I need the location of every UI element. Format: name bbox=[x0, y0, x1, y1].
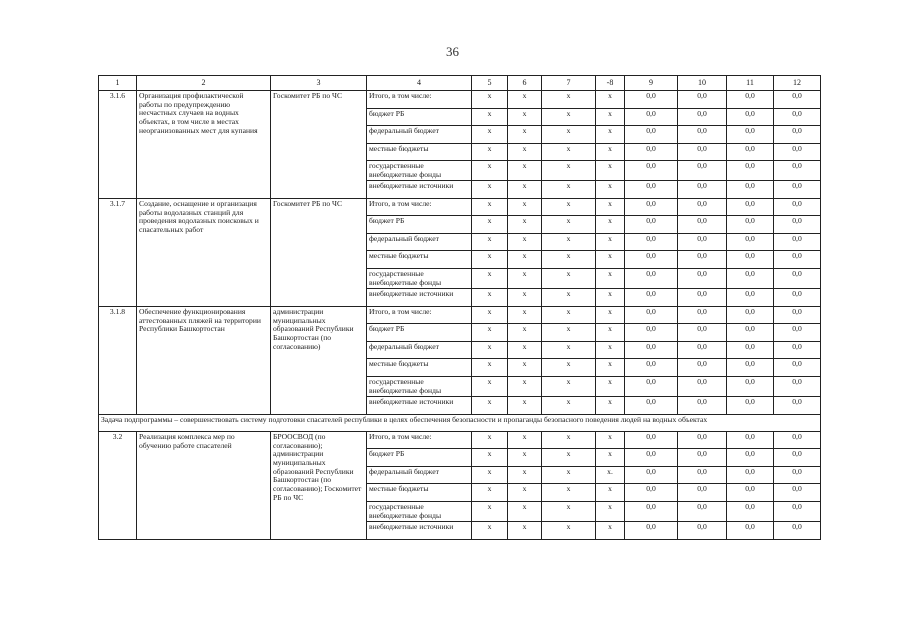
amount-cell: 0,0 bbox=[727, 91, 774, 109]
task-row bbox=[99, 414, 821, 431]
column-number-header: -8 bbox=[596, 76, 625, 91]
x-mark-cell: x bbox=[508, 341, 542, 359]
activity-name: Обеспечение функционирования аттестованных пляжей на территории Республики Башкортостан bbox=[137, 306, 271, 414]
column-number-header: 3 bbox=[271, 76, 367, 91]
x-mark-cell: x bbox=[508, 108, 542, 126]
amount-cell: 0,0 bbox=[727, 466, 774, 484]
amount-cell: 0,0 bbox=[727, 251, 774, 269]
column-number-row bbox=[99, 76, 821, 91]
activity-code: 3.1.6 bbox=[99, 91, 137, 199]
x-mark-cell: x bbox=[508, 91, 542, 109]
x-mark-cell: x bbox=[472, 91, 508, 109]
amount-cell: 0,0 bbox=[774, 324, 821, 342]
amount-cell: 0,0 bbox=[625, 143, 678, 161]
funding-source-label: Итого, в том числе: bbox=[367, 431, 472, 449]
table-row bbox=[99, 91, 821, 109]
x-mark-cell: x bbox=[542, 306, 596, 324]
amount-cell: 0,0 bbox=[678, 466, 727, 484]
x-mark-cell: x bbox=[508, 181, 542, 199]
amount-cell: 0,0 bbox=[678, 161, 727, 181]
amount-cell: 0,0 bbox=[678, 341, 727, 359]
x-mark-cell: x bbox=[542, 216, 596, 234]
amount-cell: 0,0 bbox=[678, 251, 727, 269]
x-mark-cell: x bbox=[508, 268, 542, 288]
column-number-header: 10 bbox=[678, 76, 727, 91]
amount-cell: 0,0 bbox=[678, 198, 727, 216]
x-mark-cell: x bbox=[596, 324, 625, 342]
amount-cell: 0,0 bbox=[727, 501, 774, 521]
x-mark-cell: x bbox=[472, 397, 508, 415]
x-mark-cell: x bbox=[596, 233, 625, 251]
amount-cell: 0,0 bbox=[678, 108, 727, 126]
x-mark-cell: x bbox=[596, 268, 625, 288]
x-mark-cell: x bbox=[472, 251, 508, 269]
amount-cell: 0,0 bbox=[678, 181, 727, 199]
amount-cell: 0,0 bbox=[625, 198, 678, 216]
amount-cell: 0,0 bbox=[625, 341, 678, 359]
x-mark-cell: x bbox=[472, 143, 508, 161]
amount-cell: 0,0 bbox=[625, 108, 678, 126]
x-mark-cell: x bbox=[542, 289, 596, 307]
amount-cell: 0,0 bbox=[678, 501, 727, 521]
amount-cell: 0,0 bbox=[774, 359, 821, 377]
amount-cell: 0,0 bbox=[727, 306, 774, 324]
funding-source-label: местные бюджеты bbox=[367, 359, 472, 377]
amount-cell: 0,0 bbox=[678, 522, 727, 540]
x-mark-cell: x bbox=[472, 126, 508, 144]
amount-cell: 0,0 bbox=[774, 501, 821, 521]
amount-cell: 0,0 bbox=[678, 449, 727, 467]
x-mark-cell: x bbox=[542, 397, 596, 415]
column-number-header: 6 bbox=[508, 76, 542, 91]
column-number-header: 7 bbox=[542, 76, 596, 91]
amount-cell: 0,0 bbox=[625, 181, 678, 199]
funding-source-label: федеральный бюджет bbox=[367, 341, 472, 359]
x-mark-cell: x bbox=[596, 289, 625, 307]
x-mark-cell: x bbox=[472, 198, 508, 216]
activity-executor: Госкомитет РБ по ЧС bbox=[271, 91, 367, 199]
amount-cell: 0,0 bbox=[774, 233, 821, 251]
x-mark-cell: x bbox=[542, 341, 596, 359]
x-mark-cell: x bbox=[472, 181, 508, 199]
amount-cell: 0,0 bbox=[678, 359, 727, 377]
funding-source-label: государственные внебюджетные фонды bbox=[367, 376, 472, 396]
amount-cell: 0,0 bbox=[678, 484, 727, 502]
amount-cell: 0,0 bbox=[727, 397, 774, 415]
x-mark-cell: x bbox=[596, 501, 625, 521]
amount-cell: 0,0 bbox=[727, 341, 774, 359]
amount-cell: 0,0 bbox=[774, 216, 821, 234]
amount-cell: 0,0 bbox=[727, 198, 774, 216]
amount-cell: 0,0 bbox=[625, 484, 678, 502]
amount-cell: 0,0 bbox=[727, 289, 774, 307]
funding-source-label: местные бюджеты bbox=[367, 484, 472, 502]
amount-cell: 0,0 bbox=[774, 108, 821, 126]
x-mark-cell: x bbox=[508, 289, 542, 307]
amount-cell: 0,0 bbox=[678, 324, 727, 342]
funding-source-label: государственные внебюджетные фонды bbox=[367, 161, 472, 181]
funding-source-label: внебюджетные источники bbox=[367, 289, 472, 307]
amount-cell: 0,0 bbox=[625, 289, 678, 307]
amount-cell: 0,0 bbox=[727, 324, 774, 342]
amount-cell: 0,0 bbox=[625, 397, 678, 415]
x-mark-cell: x bbox=[472, 359, 508, 377]
amount-cell: 0,0 bbox=[727, 108, 774, 126]
x-mark-cell: x bbox=[508, 359, 542, 377]
x-mark-cell: x bbox=[508, 484, 542, 502]
amount-cell: 0,0 bbox=[625, 449, 678, 467]
funding-source-label: федеральный бюджет bbox=[367, 466, 472, 484]
x-mark-cell: x bbox=[508, 161, 542, 181]
funding-source-label: местные бюджеты bbox=[367, 251, 472, 269]
amount-cell: 0,0 bbox=[774, 126, 821, 144]
amount-cell: 0,0 bbox=[774, 397, 821, 415]
amount-cell: 0,0 bbox=[678, 216, 727, 234]
amount-cell: 0,0 bbox=[774, 91, 821, 109]
x-mark-cell: x bbox=[596, 143, 625, 161]
x-mark-cell: x bbox=[542, 251, 596, 269]
x-mark-cell: x bbox=[542, 143, 596, 161]
amount-cell: 0,0 bbox=[727, 161, 774, 181]
activity-code: 3.1.8 bbox=[99, 306, 137, 414]
column-number-header: 5 bbox=[472, 76, 508, 91]
amount-cell: 0,0 bbox=[774, 143, 821, 161]
amount-cell: 0,0 bbox=[678, 431, 727, 449]
x-mark-cell: x bbox=[508, 126, 542, 144]
x-mark-cell: x bbox=[542, 91, 596, 109]
x-mark-cell: x bbox=[472, 501, 508, 521]
funding-source-label: внебюджетные источники bbox=[367, 181, 472, 199]
x-mark-cell: x bbox=[596, 484, 625, 502]
amount-cell: 0,0 bbox=[774, 268, 821, 288]
table-row bbox=[99, 198, 821, 216]
amount-cell: 0,0 bbox=[678, 397, 727, 415]
x-mark-cell: x bbox=[542, 108, 596, 126]
activity-name: Реализация комплекса мер по обучению работе спасателей bbox=[137, 431, 271, 539]
amount-cell: 0,0 bbox=[625, 251, 678, 269]
x-mark-cell: x bbox=[596, 376, 625, 396]
x-mark-cell: x bbox=[596, 431, 625, 449]
funding-source-label: бюджет РБ bbox=[367, 216, 472, 234]
x-mark-cell: x bbox=[472, 449, 508, 467]
funding-source-label: бюджет РБ bbox=[367, 449, 472, 467]
x-mark-cell: x bbox=[508, 198, 542, 216]
x-mark-cell: x bbox=[472, 108, 508, 126]
x-mark-cell: x bbox=[596, 216, 625, 234]
x-mark-cell: x bbox=[596, 251, 625, 269]
x-mark-cell: x bbox=[542, 324, 596, 342]
x-mark-cell: x bbox=[508, 216, 542, 234]
x-mark-cell: x bbox=[508, 501, 542, 521]
x-mark-cell: x bbox=[472, 466, 508, 484]
x-mark-cell: x bbox=[542, 376, 596, 396]
x-mark-cell: x bbox=[596, 161, 625, 181]
x-mark-cell: x bbox=[472, 233, 508, 251]
task-description: Задача подпрограммы – совершенствовать систему подготовки спасателей республики в целях обеспечения безопасности и пропаганды безопасного поведения людей на водных объектах bbox=[99, 414, 821, 431]
amount-cell: 0,0 bbox=[727, 522, 774, 540]
amount-cell: 0,0 bbox=[625, 268, 678, 288]
x-mark-cell: x bbox=[596, 359, 625, 377]
x-mark-cell: x bbox=[596, 198, 625, 216]
amount-cell: 0,0 bbox=[625, 466, 678, 484]
amount-cell: 0,0 bbox=[625, 324, 678, 342]
amount-cell: 0,0 bbox=[678, 268, 727, 288]
column-number-header: 12 bbox=[774, 76, 821, 91]
x-mark-cell: x bbox=[472, 289, 508, 307]
x-mark-cell: x bbox=[472, 161, 508, 181]
amount-cell: 0,0 bbox=[774, 251, 821, 269]
column-number-header: 9 bbox=[625, 76, 678, 91]
x-mark-cell: x bbox=[472, 522, 508, 540]
x-mark-cell: x bbox=[508, 143, 542, 161]
x-mark-cell: x bbox=[508, 251, 542, 269]
activity-code: 3.2 bbox=[99, 431, 137, 539]
amount-cell: 0,0 bbox=[774, 289, 821, 307]
amount-cell: 0,0 bbox=[625, 359, 678, 377]
funding-source-label: Итого, в том числе: bbox=[367, 306, 472, 324]
x-mark-cell: x bbox=[508, 522, 542, 540]
x-mark-cell: x bbox=[508, 397, 542, 415]
funding-source-label: бюджет РБ bbox=[367, 324, 472, 342]
amount-cell: 0,0 bbox=[774, 431, 821, 449]
amount-cell: 0,0 bbox=[625, 522, 678, 540]
x-mark-cell: x bbox=[472, 268, 508, 288]
amount-cell: 0,0 bbox=[774, 484, 821, 502]
amount-cell: 0,0 bbox=[625, 431, 678, 449]
funding-source-label: Итого, в том числе: bbox=[367, 198, 472, 216]
budget-table bbox=[98, 75, 821, 540]
amount-cell: 0,0 bbox=[678, 289, 727, 307]
amount-cell: 0,0 bbox=[774, 341, 821, 359]
x-mark-cell: x bbox=[508, 431, 542, 449]
amount-cell: 0,0 bbox=[774, 181, 821, 199]
amount-cell: 0,0 bbox=[678, 91, 727, 109]
amount-cell: 0,0 bbox=[774, 449, 821, 467]
x-mark-cell: x bbox=[596, 397, 625, 415]
x-mark-cell: x bbox=[596, 306, 625, 324]
amount-cell: 0,0 bbox=[727, 181, 774, 199]
amount-cell: 0,0 bbox=[774, 306, 821, 324]
x-mark-cell: x bbox=[542, 431, 596, 449]
table-row bbox=[99, 431, 821, 449]
funding-source-label: внебюджетные источники bbox=[367, 397, 472, 415]
x-mark-cell: x bbox=[542, 359, 596, 377]
x-mark-cell: x bbox=[596, 126, 625, 144]
x-mark-cell: x bbox=[508, 449, 542, 467]
x-mark-cell: x bbox=[542, 198, 596, 216]
x-mark-cell: x bbox=[472, 341, 508, 359]
x-mark-cell: x bbox=[508, 466, 542, 484]
amount-cell: 0,0 bbox=[625, 501, 678, 521]
page-number: 36 bbox=[446, 44, 459, 59]
funding-source-label: государственные внебюджетные фонды bbox=[367, 501, 472, 521]
x-mark-cell: x bbox=[472, 484, 508, 502]
amount-cell: 0,0 bbox=[727, 233, 774, 251]
amount-cell: 0,0 bbox=[727, 268, 774, 288]
amount-cell: 0,0 bbox=[727, 431, 774, 449]
amount-cell: 0,0 bbox=[678, 126, 727, 144]
funding-source-label: государственные внебюджетные фонды bbox=[367, 268, 472, 288]
x-mark-cell: x bbox=[542, 466, 596, 484]
activity-executor: Госкомитет РБ по ЧС bbox=[271, 198, 367, 306]
amount-cell: 0,0 bbox=[625, 126, 678, 144]
x-mark-cell: x bbox=[472, 216, 508, 234]
activity-executor: БРООСВОД (по согласованию); администрации муниципальных образований Республики Башкортостан (по согласованию); Госкомитет РБ по ЧС bbox=[271, 431, 367, 539]
amount-cell: 0,0 bbox=[727, 449, 774, 467]
amount-cell: 0,0 bbox=[678, 143, 727, 161]
x-mark-cell: x bbox=[508, 233, 542, 251]
x-mark-cell: x bbox=[472, 431, 508, 449]
activity-code: 3.1.7 bbox=[99, 198, 137, 306]
amount-cell: 0,0 bbox=[625, 233, 678, 251]
amount-cell: 0,0 bbox=[727, 143, 774, 161]
x-mark-cell: x bbox=[596, 341, 625, 359]
column-number-header: 4 bbox=[367, 76, 472, 91]
x-mark-cell: x bbox=[542, 233, 596, 251]
funding-source-label: Итого, в том числе: bbox=[367, 91, 472, 109]
x-mark-cell: x bbox=[596, 181, 625, 199]
funding-source-label: внебюджетные источники bbox=[367, 522, 472, 540]
amount-cell: 0,0 bbox=[678, 306, 727, 324]
table-row bbox=[99, 306, 821, 324]
amount-cell: 0,0 bbox=[625, 91, 678, 109]
amount-cell: 0,0 bbox=[774, 376, 821, 396]
amount-cell: 0,0 bbox=[625, 376, 678, 396]
activity-name: Создание, оснащение и организация работы водолазных станций для проведения водолазных поисковых и спасательных работ bbox=[137, 198, 271, 306]
amount-cell: 0,0 bbox=[727, 126, 774, 144]
amount-cell: 0,0 bbox=[774, 161, 821, 181]
column-number-header: 2 bbox=[137, 76, 271, 91]
amount-cell: 0,0 bbox=[678, 376, 727, 396]
x-mark-cell: x bbox=[596, 449, 625, 467]
funding-source-label: местные бюджеты bbox=[367, 143, 472, 161]
amount-cell: 0,0 bbox=[774, 522, 821, 540]
amount-cell: 0,0 bbox=[625, 216, 678, 234]
funding-source-label: федеральный бюджет bbox=[367, 126, 472, 144]
x-mark-cell: x bbox=[472, 324, 508, 342]
amount-cell: 0,0 bbox=[727, 376, 774, 396]
x-mark-cell: x bbox=[472, 306, 508, 324]
x-mark-cell: x bbox=[542, 449, 596, 467]
x-mark-cell: x bbox=[508, 306, 542, 324]
amount-cell: 0,0 bbox=[625, 306, 678, 324]
x-mark-cell: x bbox=[542, 126, 596, 144]
x-mark-cell: x bbox=[542, 268, 596, 288]
activity-name: Организация профилактической работы по предупреждению несчастных случаев на водных объектах, в том числе в местах неорганизованных мест для купания bbox=[137, 91, 271, 199]
amount-cell: 0,0 bbox=[774, 198, 821, 216]
x-mark-cell: x bbox=[542, 181, 596, 199]
x-mark-cell: x bbox=[508, 376, 542, 396]
x-mark-cell: x bbox=[596, 91, 625, 109]
amount-cell: 0,0 bbox=[678, 233, 727, 251]
x-mark-cell: x bbox=[542, 161, 596, 181]
funding-source-label: федеральный бюджет bbox=[367, 233, 472, 251]
x-mark-cell: x bbox=[508, 324, 542, 342]
x-mark-cell: x bbox=[542, 522, 596, 540]
x-mark-cell: x bbox=[542, 501, 596, 521]
amount-cell: 0,0 bbox=[727, 359, 774, 377]
x-mark-cell: x. bbox=[596, 466, 625, 484]
x-mark-cell: x bbox=[542, 484, 596, 502]
amount-cell: 0,0 bbox=[727, 484, 774, 502]
amount-cell: 0,0 bbox=[727, 216, 774, 234]
amount-cell: 0,0 bbox=[625, 161, 678, 181]
x-mark-cell: x bbox=[596, 522, 625, 540]
column-number-header: 1 bbox=[99, 76, 137, 91]
x-mark-cell: x bbox=[596, 108, 625, 126]
column-number-header: 11 bbox=[727, 76, 774, 91]
funding-source-label: бюджет РБ bbox=[367, 108, 472, 126]
activity-executor: администрации муниципальных образований Республики Башкортостан (по согласованию) bbox=[271, 306, 367, 414]
x-mark-cell: x bbox=[472, 376, 508, 396]
amount-cell: 0,0 bbox=[774, 466, 821, 484]
